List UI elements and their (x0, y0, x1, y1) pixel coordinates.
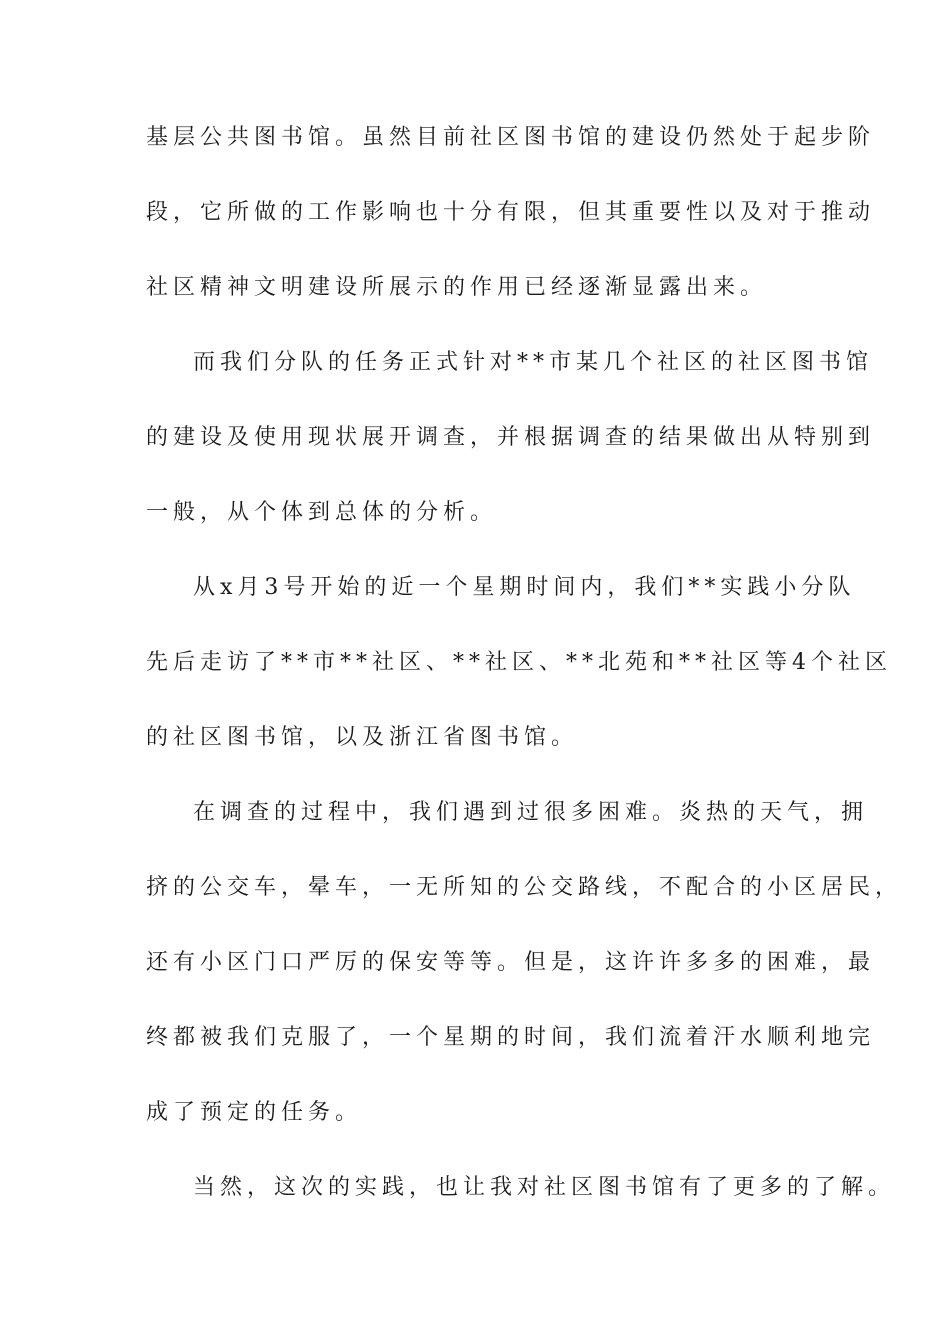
text-line: 基层公共图书馆。虽然目前社区图书馆的建设仍然处于起步阶 (146, 125, 876, 150)
text-line: 挤的公交车，晕车，一无所知的公交路线，不配合的小区居民， (146, 875, 903, 900)
text-line: 的社区图书馆，以及浙江省图书馆。 (146, 725, 579, 750)
text-line: 一般，从个体到总体的分析。 (146, 500, 498, 525)
text-line: 段，它所做的工作影响也十分有限，但其重要性以及对于推动 (146, 200, 876, 225)
text-line: 的建设及使用现状展开调查，并根据调查的结果做出从特别到 (146, 425, 876, 450)
text-line: 社区精神文明建设所展示的作用已经逐渐显露出来。 (146, 275, 768, 300)
text-line: 成了预定的任务。 (146, 1100, 363, 1125)
paragraph-first-line: 而我们分队的任务正式针对**市某几个社区的社区图书馆 (193, 350, 874, 375)
text-line: 先后走访了**市**社区、**社区、**北苑和**社区等4个社区 (146, 650, 892, 675)
paragraph-first-line: 从x月3号开始的近一个星期时间内，我们**实践小分队 (193, 575, 856, 600)
text-line: 终都被我们克服了，一个星期的时间，我们流着汗水顺利地完 (146, 1025, 876, 1050)
text-line: 还有小区门口严厉的保安等等。但是，这许许多多的困难，最 (146, 950, 876, 975)
paragraph-first-line: 当然，这次的实践，也让我对社区图书馆有了更多的了解。 (193, 1175, 896, 1200)
paragraph-first-line: 在调查的过程中，我们遇到过很多困难。炎热的天气，拥 (193, 800, 869, 825)
